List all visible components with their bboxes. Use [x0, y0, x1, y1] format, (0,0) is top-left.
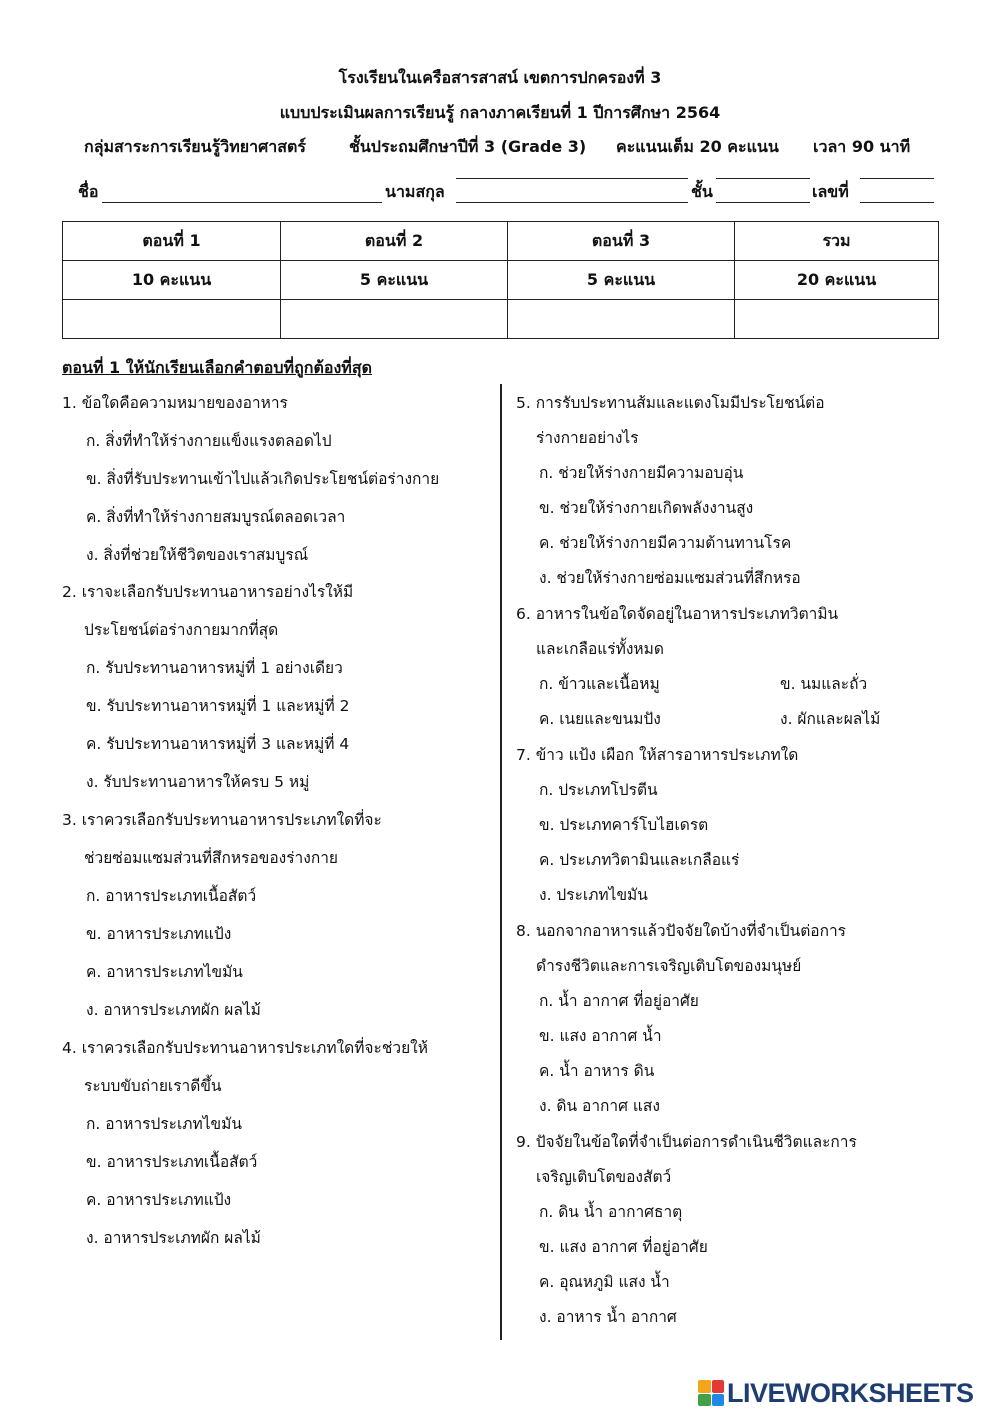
- score-header-part3: ตอนที่ 3: [508, 222, 735, 261]
- question-4-cont: ระบบขับถ่ายเราดีขึ้น: [84, 1077, 222, 1095]
- choice-item[interactable]: ก. อาหารประเภทเนื้อสัตว์: [86, 887, 257, 905]
- choice-item[interactable]: ข. สิ่งที่รับประทานเข้าไปแล้วเกิดประโยชน์ต่อร่างกาย: [86, 470, 440, 488]
- question-6: 6. อาหารในข้อใดจัดอยู่ในอาหารประเภทวิตามิน: [516, 605, 839, 623]
- choice-item[interactable]: ข. ช่วยให้ร่างกายเกิดพลังงานสูง: [539, 499, 754, 517]
- question-2-cont: ประโยชน์ต่อร่างกายมากที่สุด: [84, 621, 279, 639]
- subject-label: กลุ่มสาระการเรียนรู้วิทยาศาสตร์: [84, 137, 306, 156]
- choice-item[interactable]: ค. ประเภทวิตามินและเกลือแร่: [539, 851, 740, 869]
- liveworksheets-logo: [698, 1378, 994, 1408]
- question-7: 7. ข้าว แป้ง เผือก ให้สารอาหารประเภทใด: [516, 746, 799, 764]
- logo-square-blue: [712, 1394, 725, 1407]
- choice-item[interactable]: ข. นมและถั่ว: [780, 675, 868, 693]
- choice-item[interactable]: ง. รับประทานอาหารให้ครบ 5 หมู่: [86, 773, 310, 791]
- choice-item[interactable]: ก. รับประทานอาหารหมู่ที่ 1 อย่างเดียว: [86, 659, 343, 677]
- score-table-entry-row: [63, 300, 939, 339]
- logo-square-orange: [698, 1380, 711, 1393]
- score-entry-part2[interactable]: [281, 300, 508, 339]
- question-9: 9. ปัจจัยในข้อใดที่จำเป็นต่อการดำเนินชีวิตและการ: [516, 1133, 857, 1151]
- choice-item[interactable]: ค. ช่วยให้ร่างกายมีความต้านทานโรค: [539, 534, 792, 552]
- score-header-part2: ตอนที่ 2: [281, 222, 508, 261]
- grade-label: ชั้นประถมศึกษาปีที่ 3 (Grade 3): [349, 137, 587, 156]
- choice-item[interactable]: ข. แสง อากาศ น้ำ: [539, 1027, 662, 1045]
- choice-item[interactable]: ก. อาหารประเภทไขมัน: [86, 1115, 242, 1133]
- score-points-part3: 5 คะแนน: [508, 261, 735, 300]
- liveworksheets-logo-icon: [698, 1380, 724, 1406]
- score-table-points-row: [63, 261, 939, 300]
- choice-item[interactable]: ข. รับประทานอาหารหมู่ที่ 1 และหมู่ที่ 2: [86, 697, 350, 715]
- score-table: [62, 221, 939, 339]
- choice-item[interactable]: ง. อาหารประเภทผัก ผลไม้: [86, 1229, 261, 1247]
- question-1: 1. ข้อใดคือความหมายของอาหาร: [62, 394, 288, 412]
- choice-item[interactable]: ค. รับประทานอาหารหมู่ที่ 3 และหมู่ที่ 4: [86, 735, 350, 753]
- number-field[interactable]: [860, 202, 934, 203]
- name-field[interactable]: [102, 202, 382, 203]
- number-label: เลขที่: [812, 182, 849, 201]
- exam-title: แบบประเมินผลการเรียนรู้ กลางภาคเรียนที่ 1 ปีการศึกษา 2564: [279, 103, 721, 122]
- column-divider: [500, 384, 502, 1340]
- score-points-part1: 10 คะแนน: [63, 261, 281, 300]
- choice-item[interactable]: ค. อาหารประเภทแป้ง: [86, 1191, 232, 1209]
- question-8-cont: ดำรงชีวิตและการเจริญเติบโตของมนุษย์: [536, 957, 802, 975]
- question-5-cont: ร่างกายอย่างไร: [536, 429, 639, 447]
- choice-item[interactable]: ค. อาหารประเภทไขมัน: [86, 963, 243, 981]
- choice-item[interactable]: ข. อาหารประเภทแป้ง: [86, 925, 232, 943]
- score-table-header-row: [63, 222, 939, 261]
- score-entry-total[interactable]: [735, 300, 939, 339]
- choice-item[interactable]: ค. สิ่งที่ทำให้ร่างกายสมบูรณ์ตลอดเวลา: [86, 508, 346, 526]
- question-2: 2. เราจะเลือกรับประทานอาหารอย่างไรให้มี: [62, 583, 354, 601]
- choice-item[interactable]: ข. ประเภทคาร์โบไฮเดรต: [539, 816, 709, 834]
- choice-item[interactable]: ง. อาหาร น้ำ อากาศ: [539, 1308, 677, 1326]
- name-label: ชื่อ: [78, 182, 99, 201]
- class-field[interactable]: [716, 202, 810, 203]
- choice-item[interactable]: ค. เนยและขนมปัง: [539, 710, 661, 728]
- choice-item[interactable]: ก. น้ำ อากาศ ที่อยู่อาศัย: [539, 992, 699, 1010]
- score-label: คะแนนเต็ม 20 คะแนน: [616, 137, 779, 156]
- time-label: เวลา 90 นาที: [813, 137, 911, 156]
- logo-text: LIVEWORKSHEETS: [727, 1377, 974, 1408]
- class-label: ชั้น: [691, 182, 713, 201]
- choice-item[interactable]: ก. สิ่งที่ทำให้ร่างกายแข็งแรงตลอดไป: [86, 432, 332, 450]
- score-header-total: รวม: [735, 222, 939, 261]
- surname-field[interactable]: [456, 202, 688, 203]
- logo-square-red: [712, 1380, 725, 1393]
- school-title: โรงเรียนในเครือสารสาสน์ เขตการปกครองที่ 3: [338, 68, 662, 87]
- score-points-total: 20 คะแนน: [735, 261, 939, 300]
- score-header-part1: ตอนที่ 1: [63, 222, 281, 261]
- question-3-cont: ช่วยซ่อมแซมส่วนที่สึกหรอของร่างกาย: [84, 849, 338, 867]
- score-entry-part3[interactable]: [508, 300, 735, 339]
- choice-item[interactable]: ง. ผักและผลไม้: [780, 710, 881, 728]
- question-8: 8. นอกจากอาหารแล้วปัจจัยใดบ้างที่จำเป็นต่อการ: [516, 922, 846, 940]
- choice-item[interactable]: ข. อาหารประเภทเนื้อสัตว์: [86, 1153, 258, 1171]
- choice-item[interactable]: ก. ดิน น้ำ อากาศธาตุ: [539, 1203, 683, 1221]
- question-6-cont: และเกลือแร่ทั้งหมด: [536, 640, 664, 658]
- part1-title: ตอนที่ 1 ให้นักเรียนเลือกคำตอบที่ถูกต้องที่สุด: [62, 358, 372, 377]
- surname-label: นามสกุล: [385, 182, 445, 201]
- choice-item[interactable]: ก. ประเภทโปรตีน: [539, 781, 658, 799]
- question-5: 5. การรับประทานส้มและแตงโมมีประโยชน์ต่อ: [516, 394, 825, 412]
- surname-upper-line: [456, 178, 688, 179]
- question-4: 4. เราควรเลือกรับประทานอาหารประเภทใดที่จะช่วยให้: [62, 1039, 428, 1057]
- choice-item[interactable]: ค. น้ำ อาหาร ดิน: [539, 1062, 655, 1080]
- score-entry-part1[interactable]: [63, 300, 281, 339]
- logo-square-green: [698, 1394, 711, 1407]
- choice-item[interactable]: ง. สิ่งที่ช่วยให้ชีวิตของเราสมบูรณ์: [86, 546, 309, 564]
- choice-item[interactable]: ง. ช่วยให้ร่างกายซ่อมแซมส่วนที่สึกหรอ: [539, 569, 801, 587]
- number-upper-line: [860, 178, 934, 179]
- choice-item[interactable]: ก. ช่วยให้ร่างกายมีความอบอุ่น: [539, 464, 744, 482]
- choice-item[interactable]: ง. ดิน อากาศ แสง: [539, 1097, 660, 1115]
- class-upper-line: [716, 178, 810, 179]
- choice-item[interactable]: ง. อาหารประเภทผัก ผลไม้: [86, 1001, 261, 1019]
- choice-item[interactable]: ก. ข้าวและเนื้อหมู: [539, 675, 660, 693]
- choice-item[interactable]: ข. แสง อากาศ ที่อยู่อาศัย: [539, 1238, 708, 1256]
- score-points-part2: 5 คะแนน: [281, 261, 508, 300]
- question-3: 3. เราควรเลือกรับประทานอาหารประเภทใดที่จะ: [62, 811, 382, 829]
- choice-item[interactable]: ง. ประเภทไขมัน: [539, 886, 648, 904]
- question-9-cont: เจริญเติบโตของสัตว์: [536, 1168, 672, 1186]
- choice-item[interactable]: ค. อุณหภูมิ แสง น้ำ: [539, 1273, 670, 1291]
